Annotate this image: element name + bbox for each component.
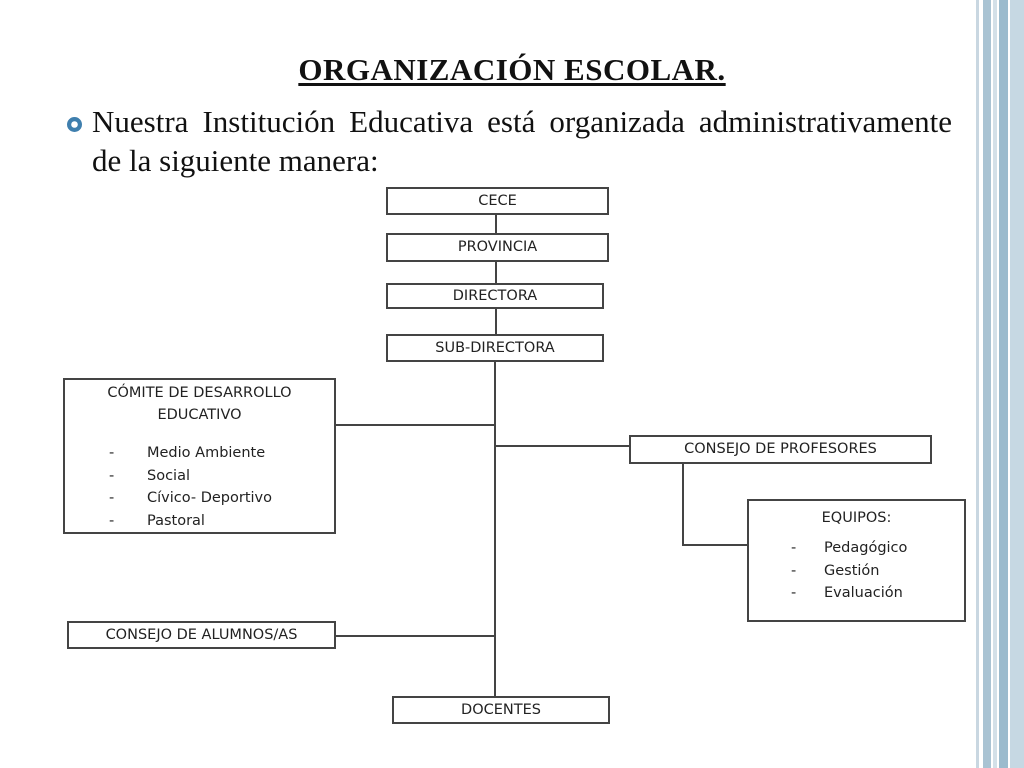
box-subdirectora: [386, 334, 604, 362]
connector-equipos-horizontal: [682, 544, 748, 546]
box-comite-title-line1: CÓMITE DE DESARROLLO: [107, 385, 292, 401]
decorative-stripe: [983, 0, 991, 768]
decorative-stripe: [993, 0, 997, 768]
comite-list: [109, 442, 334, 532]
box-directora: [386, 283, 604, 309]
box-provincia: [386, 233, 609, 262]
connector-consejo-profesores: [495, 445, 630, 447]
list-item: - Pastoral: [109, 510, 334, 533]
box-comite: [63, 378, 336, 534]
box-consejo-profesores-label: CONSEJO DE PROFESORES: [684, 441, 877, 457]
slide-title-text: ORGANIZACIÓN ESCOLAR.: [298, 52, 726, 87]
box-subdirectora-label: SUB-DIRECTORA: [435, 340, 555, 356]
list-item: - Social: [109, 465, 334, 488]
box-docentes: [392, 696, 610, 724]
box-consejo-profesores: [629, 435, 932, 464]
decorative-stripe: [1010, 0, 1024, 768]
connector-consejo-alumnos: [335, 635, 495, 637]
list-item: - Gestión: [791, 560, 964, 583]
box-comite-title-line2: EDUCATIVO: [157, 407, 242, 423]
connector-provincia-directora: [495, 261, 497, 284]
box-equipos: [747, 499, 966, 622]
box-directora-label: DIRECTORA: [452, 288, 538, 304]
box-equipos-title: EQUIPOS:: [821, 510, 892, 526]
equipos-list: [791, 537, 964, 605]
decorative-stripe: [999, 0, 1008, 768]
list-item: - Cívico- Deportivo: [109, 487, 334, 510]
box-provincia-label: PROVINCIA: [457, 239, 538, 255]
connector-comite: [335, 424, 495, 426]
connector-main-trunk: [494, 361, 496, 697]
list-item: - Medio Ambiente: [109, 442, 334, 465]
box-docentes-label: DOCENTES: [461, 702, 541, 718]
box-cece: [386, 187, 609, 215]
connector-equipos-vertical: [682, 463, 684, 546]
box-consejo-alumnos-label: CONSEJO DE ALUMNOS/AS: [105, 627, 298, 643]
list-item: - Evaluación: [791, 582, 964, 605]
intro-paragraph: Nuestra Institución Educativa está organizada administrativamente de la siguiente manera:: [92, 104, 952, 178]
decorative-stripe: [976, 0, 979, 768]
list-item: - Pedagógico: [791, 537, 964, 560]
connector-cece-provincia: [495, 214, 497, 234]
circle-bullet-icon: [66, 116, 83, 133]
connector-directora-subdirectora: [495, 308, 497, 335]
slide-title: [0, 52, 1024, 88]
box-consejo-alumnos: [67, 621, 336, 649]
box-cece-label: CECE: [478, 193, 517, 209]
